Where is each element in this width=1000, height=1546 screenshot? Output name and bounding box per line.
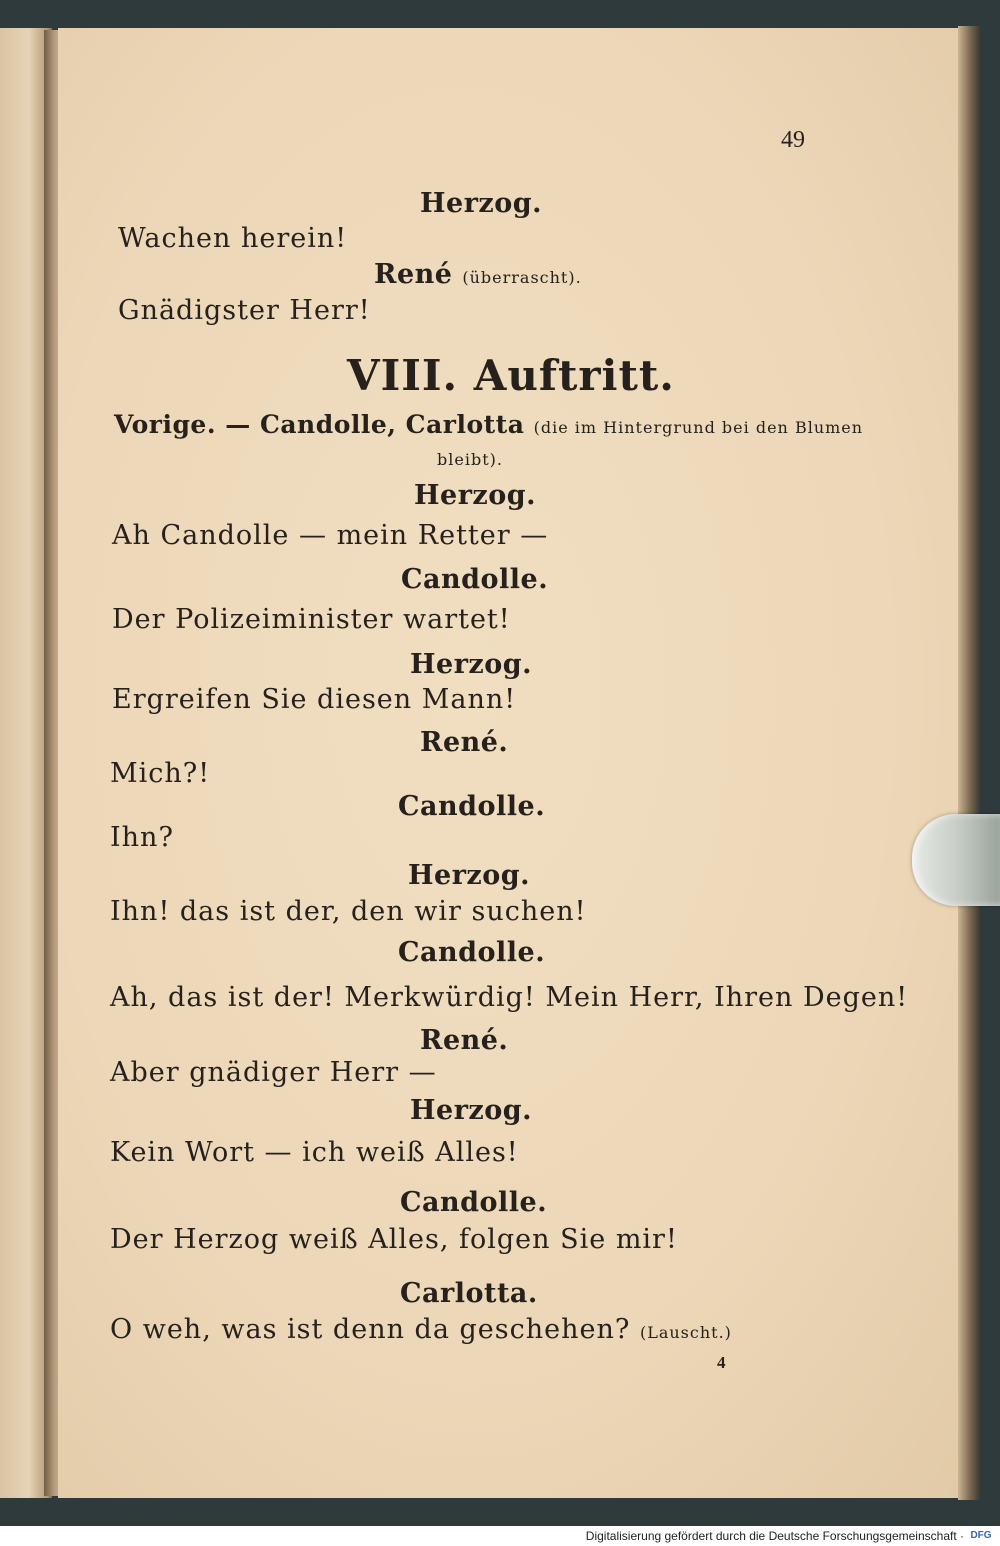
speaker-name: Candolle.: [401, 564, 549, 595]
stage-direction-continued: bleibt).: [437, 450, 503, 469]
dialogue-line: Der Polizeiminister wartet!: [112, 604, 511, 635]
dialogue-line: Ergreifen Sie diesen Mann!: [112, 684, 517, 715]
dialogue-line: Mich?!: [110, 758, 211, 789]
speaker-name: René.: [420, 727, 509, 758]
scene-heading: VIII. Auftritt.: [347, 351, 675, 400]
dialogue-line: Wachen herein!: [118, 223, 348, 254]
page-number: 49: [781, 127, 805, 153]
dialogue-line: Der Herzog weiß Alles, folgen Sie mir!: [110, 1224, 678, 1255]
dialogue-line: Gnädigster Herr!: [118, 295, 371, 326]
funding-notice: Digitalisierung gefördert durch die Deutsche Forschungsgemeinschaft ·: [585, 1529, 964, 1543]
speaker-name: Herzog.: [408, 860, 531, 891]
speaker-label: René: [374, 259, 453, 290]
dialogue-line: Ihn?: [110, 822, 174, 853]
dialogue-line: Ihn! das ist der, den wir suchen!: [110, 896, 587, 927]
printer-signature-mark: 4: [717, 1353, 726, 1372]
dialogue-line: Ah Candolle — mein Retter —: [112, 520, 549, 551]
speaker-name: [374, 259, 582, 290]
speaker-name: René.: [420, 1025, 509, 1056]
speaker-name: Herzog.: [414, 480, 537, 511]
speaker-name: Candolle.: [398, 791, 546, 822]
stage-direction: (überrascht).: [462, 268, 582, 287]
dialogue-text: O weh, was ist denn da geschehen?: [110, 1314, 631, 1345]
dialogue-line: Aber gnädiger Herr —: [110, 1057, 437, 1088]
cast-names: Vorige. — Candolle, Carlotta: [114, 410, 525, 439]
attribution-footer: [0, 1526, 1000, 1546]
speaker-name: Herzog.: [410, 649, 533, 680]
dialogue-line: Kein Wort — ich weiß Alles!: [110, 1137, 519, 1168]
speaker-name: Candolle.: [398, 937, 546, 968]
speaker-name: Herzog.: [420, 188, 543, 219]
dfg-logo: DFG: [970, 1530, 992, 1541]
cast-line: [114, 410, 863, 439]
stage-direction: (die im Hintergrund bei den Blumen: [533, 418, 864, 437]
page-stack-edge: [958, 26, 980, 1500]
stage-direction: (Lauscht.): [639, 1323, 732, 1342]
speaker-name: Carlotta.: [400, 1278, 538, 1309]
speaker-name: Herzog.: [410, 1095, 533, 1126]
page-clip-icon: [912, 814, 1000, 906]
dialogue-line: [110, 1314, 732, 1345]
speaker-name: Candolle.: [400, 1187, 548, 1218]
dialogue-line: Ah, das ist der! Merkwürdig! Mein Herr, Ihren Degen!: [110, 982, 909, 1013]
